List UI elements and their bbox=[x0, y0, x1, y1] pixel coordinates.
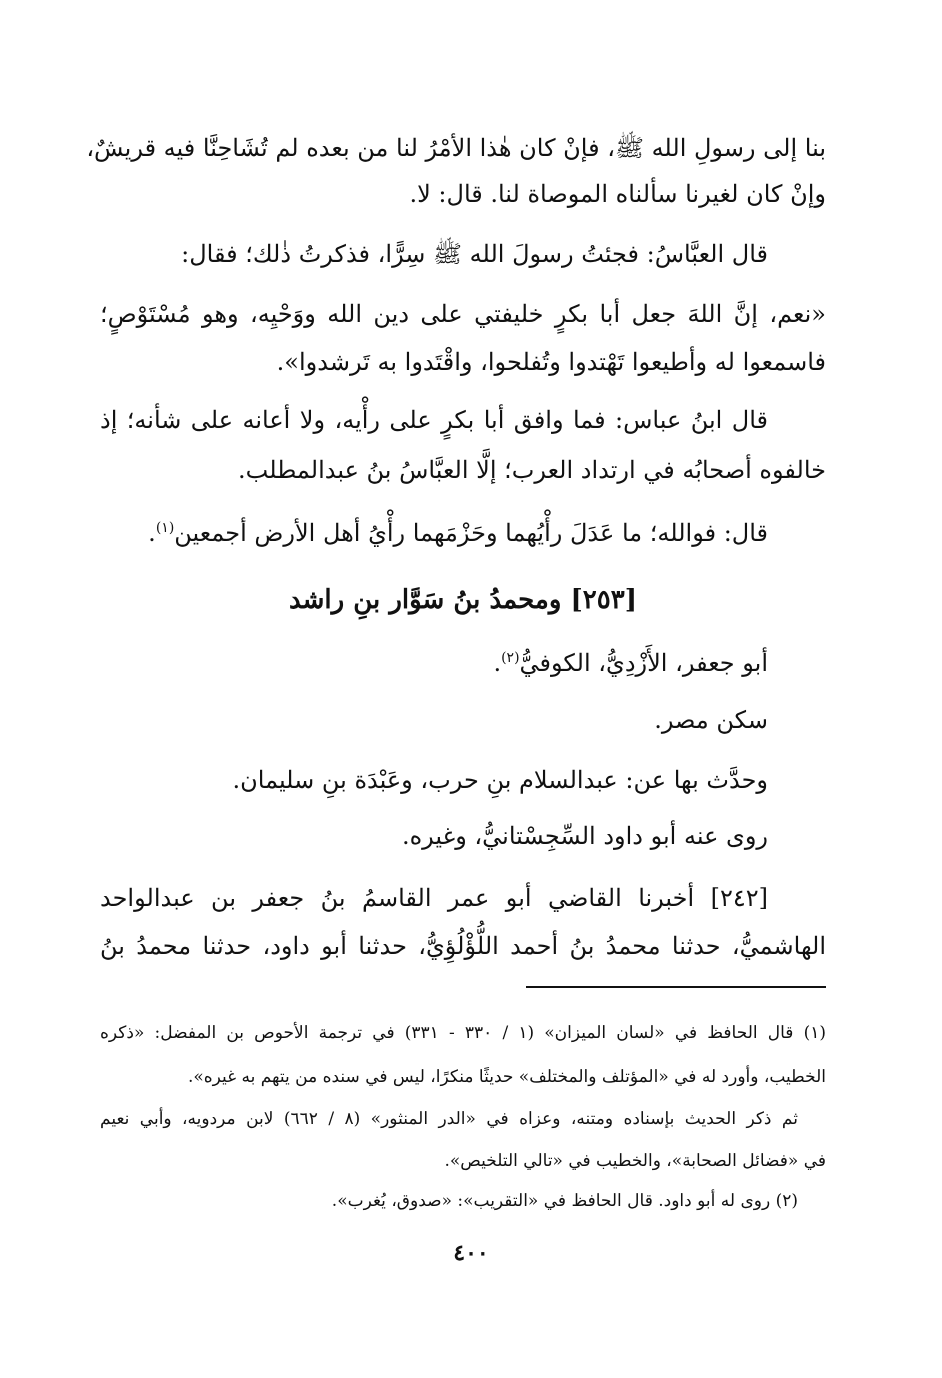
page-number: ٤٠٠ bbox=[453, 1240, 489, 1266]
body-line-4: «نعم، إنَّ اللهَ جعل أبا بكرٍ خليفتي على دين الله ووَحْيِه، وهو مُسْتَوْصٍ؛ bbox=[100, 300, 826, 328]
footnote-line-4: في «فضائل الصحابة»، والخطيب في «تالي التلخيص». bbox=[444, 1151, 826, 1171]
entry-line-3: وحدَّث بها عن: عبدالسلام بنِ حرب، وعَبْدَة بنِ سليمان. bbox=[232, 766, 768, 794]
footnote-line-2: الخطيب، وأورد له في «المؤتلف والمختلف» حديثًا منكرًا، ليس في سنده من يتهم به غيره». bbox=[187, 1067, 826, 1087]
footnote-ref-2: (٢) bbox=[501, 650, 520, 666]
entry-line-1 bbox=[100, 638, 826, 683]
body-line-7: خالفوه أصحابُه في ارتداد العرب؛ إلَّا العبَّاسُ بنُ عبدالمطلب. bbox=[238, 456, 826, 484]
body-line-1: بنا إلى رسولِ الله ﷺ، فإنْ كان هٰذا الأمْرُ لنا من بعده لم تُشَاحِنَّا فيه قريشٌ، bbox=[86, 134, 826, 162]
entry-line-5: [٢٤٢] أخبرنا القاضي أبو عمر القاسمُ بنُ جعفر بن عبدالواحد bbox=[100, 884, 768, 912]
footnote-separator bbox=[526, 986, 826, 988]
body-line-6: قال ابنُ عباس: فما وافق أبا بكرٍ على رأْيه، ولا أعانه على شأنه؛ إذ bbox=[100, 406, 768, 434]
entry-heading: [٢٥٣] ومحمدُ بنُ سَوَّار بنِ راشد bbox=[289, 585, 637, 615]
body-line-3: قال العبَّاسُ: فجئتُ رسولَ الله ﷺ سِرًّا، فذكرتُ ذٰلك؛ فقال: bbox=[181, 240, 768, 268]
footnote-ref-1: (١) bbox=[155, 520, 175, 536]
body-line-2: وإنْ كان لغيرنا سألناه الموصاة لنا. قال: لا. bbox=[409, 180, 826, 208]
entry-line-2: سكن مصر. bbox=[654, 706, 768, 734]
footnote-line-1: (١) قال الحافظ في «لسان الميزان» (١ / ٣٣٠ - ٣٣١) في ترجمة الأحوص بن المفضل: «ذكره bbox=[100, 1023, 826, 1043]
book-page bbox=[86, 0, 827, 1378]
entry-line-4: روى عنه أبو داود السِّجِسْتانيُّ، وغيره. bbox=[401, 822, 768, 850]
body-line-8 bbox=[100, 508, 826, 553]
entry-line-1-end: . bbox=[493, 649, 502, 677]
entry-line-1-text: أبو جعفر، الأَزْدِيُّ، الكوفيُّ bbox=[519, 649, 768, 677]
footnote-line-3: ثم ذكر الحديث بإسناده ومتنه، وعزاه في «الدر المنثور» (٨ / ٦٦٢) لابن مردويه، وأبي نعيم bbox=[100, 1109, 798, 1129]
entry-line-6: الهاشميُّ، حدثنا محمدُ بنُ أحمد اللُّؤْلُؤِيُّ، حدثنا أبو داود، حدثنا محمدُ بنُ bbox=[100, 932, 827, 960]
footnote-line-5: (٢) روى له أبو داود. قال الحافظ في «التقريب»: «صدوق، يُغرب». bbox=[331, 1191, 798, 1211]
body-line-5: فاسمعوا له وأطيعوا تَهْتدوا وتُفلحوا، واقْتَدوا به تَرشدوا». bbox=[276, 348, 826, 376]
body-line-8-text: قال: فوالله؛ ما عَدَلَ رأْيُهما وحَزْمَهما رأْيُ أهل الأرض أجمعين bbox=[174, 519, 768, 547]
body-line-8-end: . bbox=[148, 519, 156, 547]
